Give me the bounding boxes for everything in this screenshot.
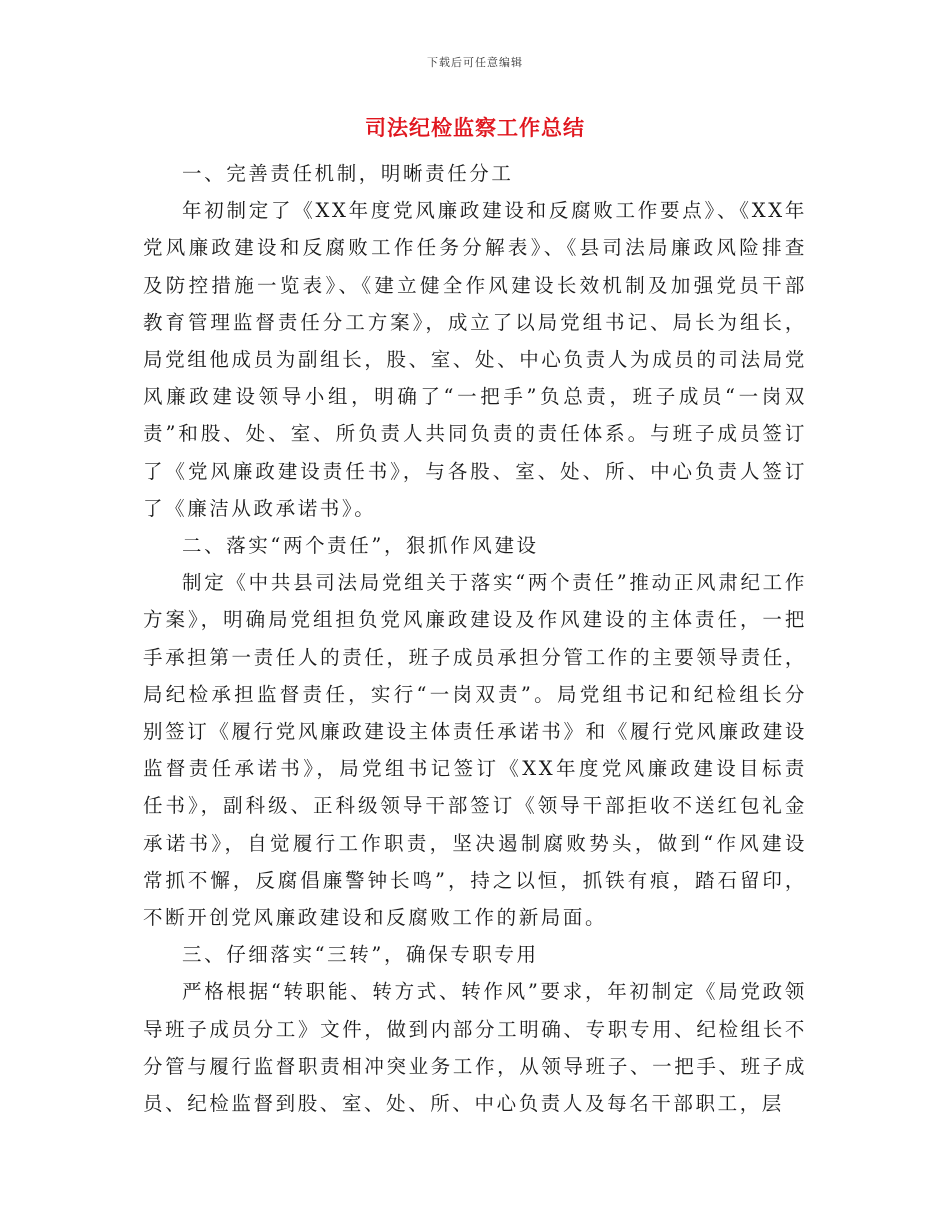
document-body — [143, 155, 807, 1122]
section-heading-3: 三、仔细落实“三转”，确保专职专用 — [182, 943, 539, 967]
section-paragraph-1: 年初制定了《XX年度党风廉政建设和反腐败工作要点》、《XX年党风廉政建设和反腐败工作任务分解表》、《县司法局廉政风险排查及防控措施一览表》、《建立健全作风建设长效机制及加强党员干部教育管理监督责任分工方案》，成立了以局党组书记、局长为组长，局党组他成员为副组长，股、室、处、中心负责人为成员的司法局党风廉政建设领导小组，明确了“一把手”负总责，班子成员“一岗双责”和股、处、室、所负责人共同负责的责任体系。与班子成员签订了《党风廉政建设责任书》，与各股、室、处、所、中心负责人签订了《廉洁从政承诺书》。 — [143, 199, 807, 520]
section-paragraph-3: 严格根据“转职能、转方式、转作风”要求，年初制定《局党政领导班子成员分工》文件，做到内部分工明确、专职专用、纪检组长不分管与履行监督职责相冲突业务工作，从领导班子、一把手、班子成员、纪检监督到股、室、处、所、中心负责人及每名干部职工，层 — [143, 980, 807, 1116]
section-paragraph-2: 制定《中共县司法局党组关于落实“两个责任”推动正风肃纪工作方案》，明确局党组担负党风廉政建设及作风建设的主体责任，一把手承担第一责任人的责任，班子成员承担分管工作的主要领导责任，局纪检承担监督责任，实行“一岗双责”。局党组书记和纪检组长分别签订《履行党风廉政建设主体责任承诺书》和《履行党风廉政建设监督责任承诺书》，局党组书记签订《XX年度党风廉政建设目标责任书》，副科级、正科级领导干部签订《领导干部拒收不送红包礼金承诺书》，自觉履行工作职责，坚决遏制腐败势头，做到“作风建设常抓不懈，反腐倡廉警钟长鸣”，持之以恒，抓铁有痕，踏石留印，不断开创党风廉政建设和反腐败工作的新局面。 — [143, 571, 807, 930]
section-heading-2: 二、落实“两个责任”，狠抓作风建设 — [182, 534, 539, 558]
document-title: 司法纪检监察工作总结 — [365, 115, 585, 140]
page-header-note: 下载后可任意编辑 — [427, 56, 523, 69]
section-heading-1: 一、完善责任机制，明晰责任分工 — [182, 162, 514, 185]
